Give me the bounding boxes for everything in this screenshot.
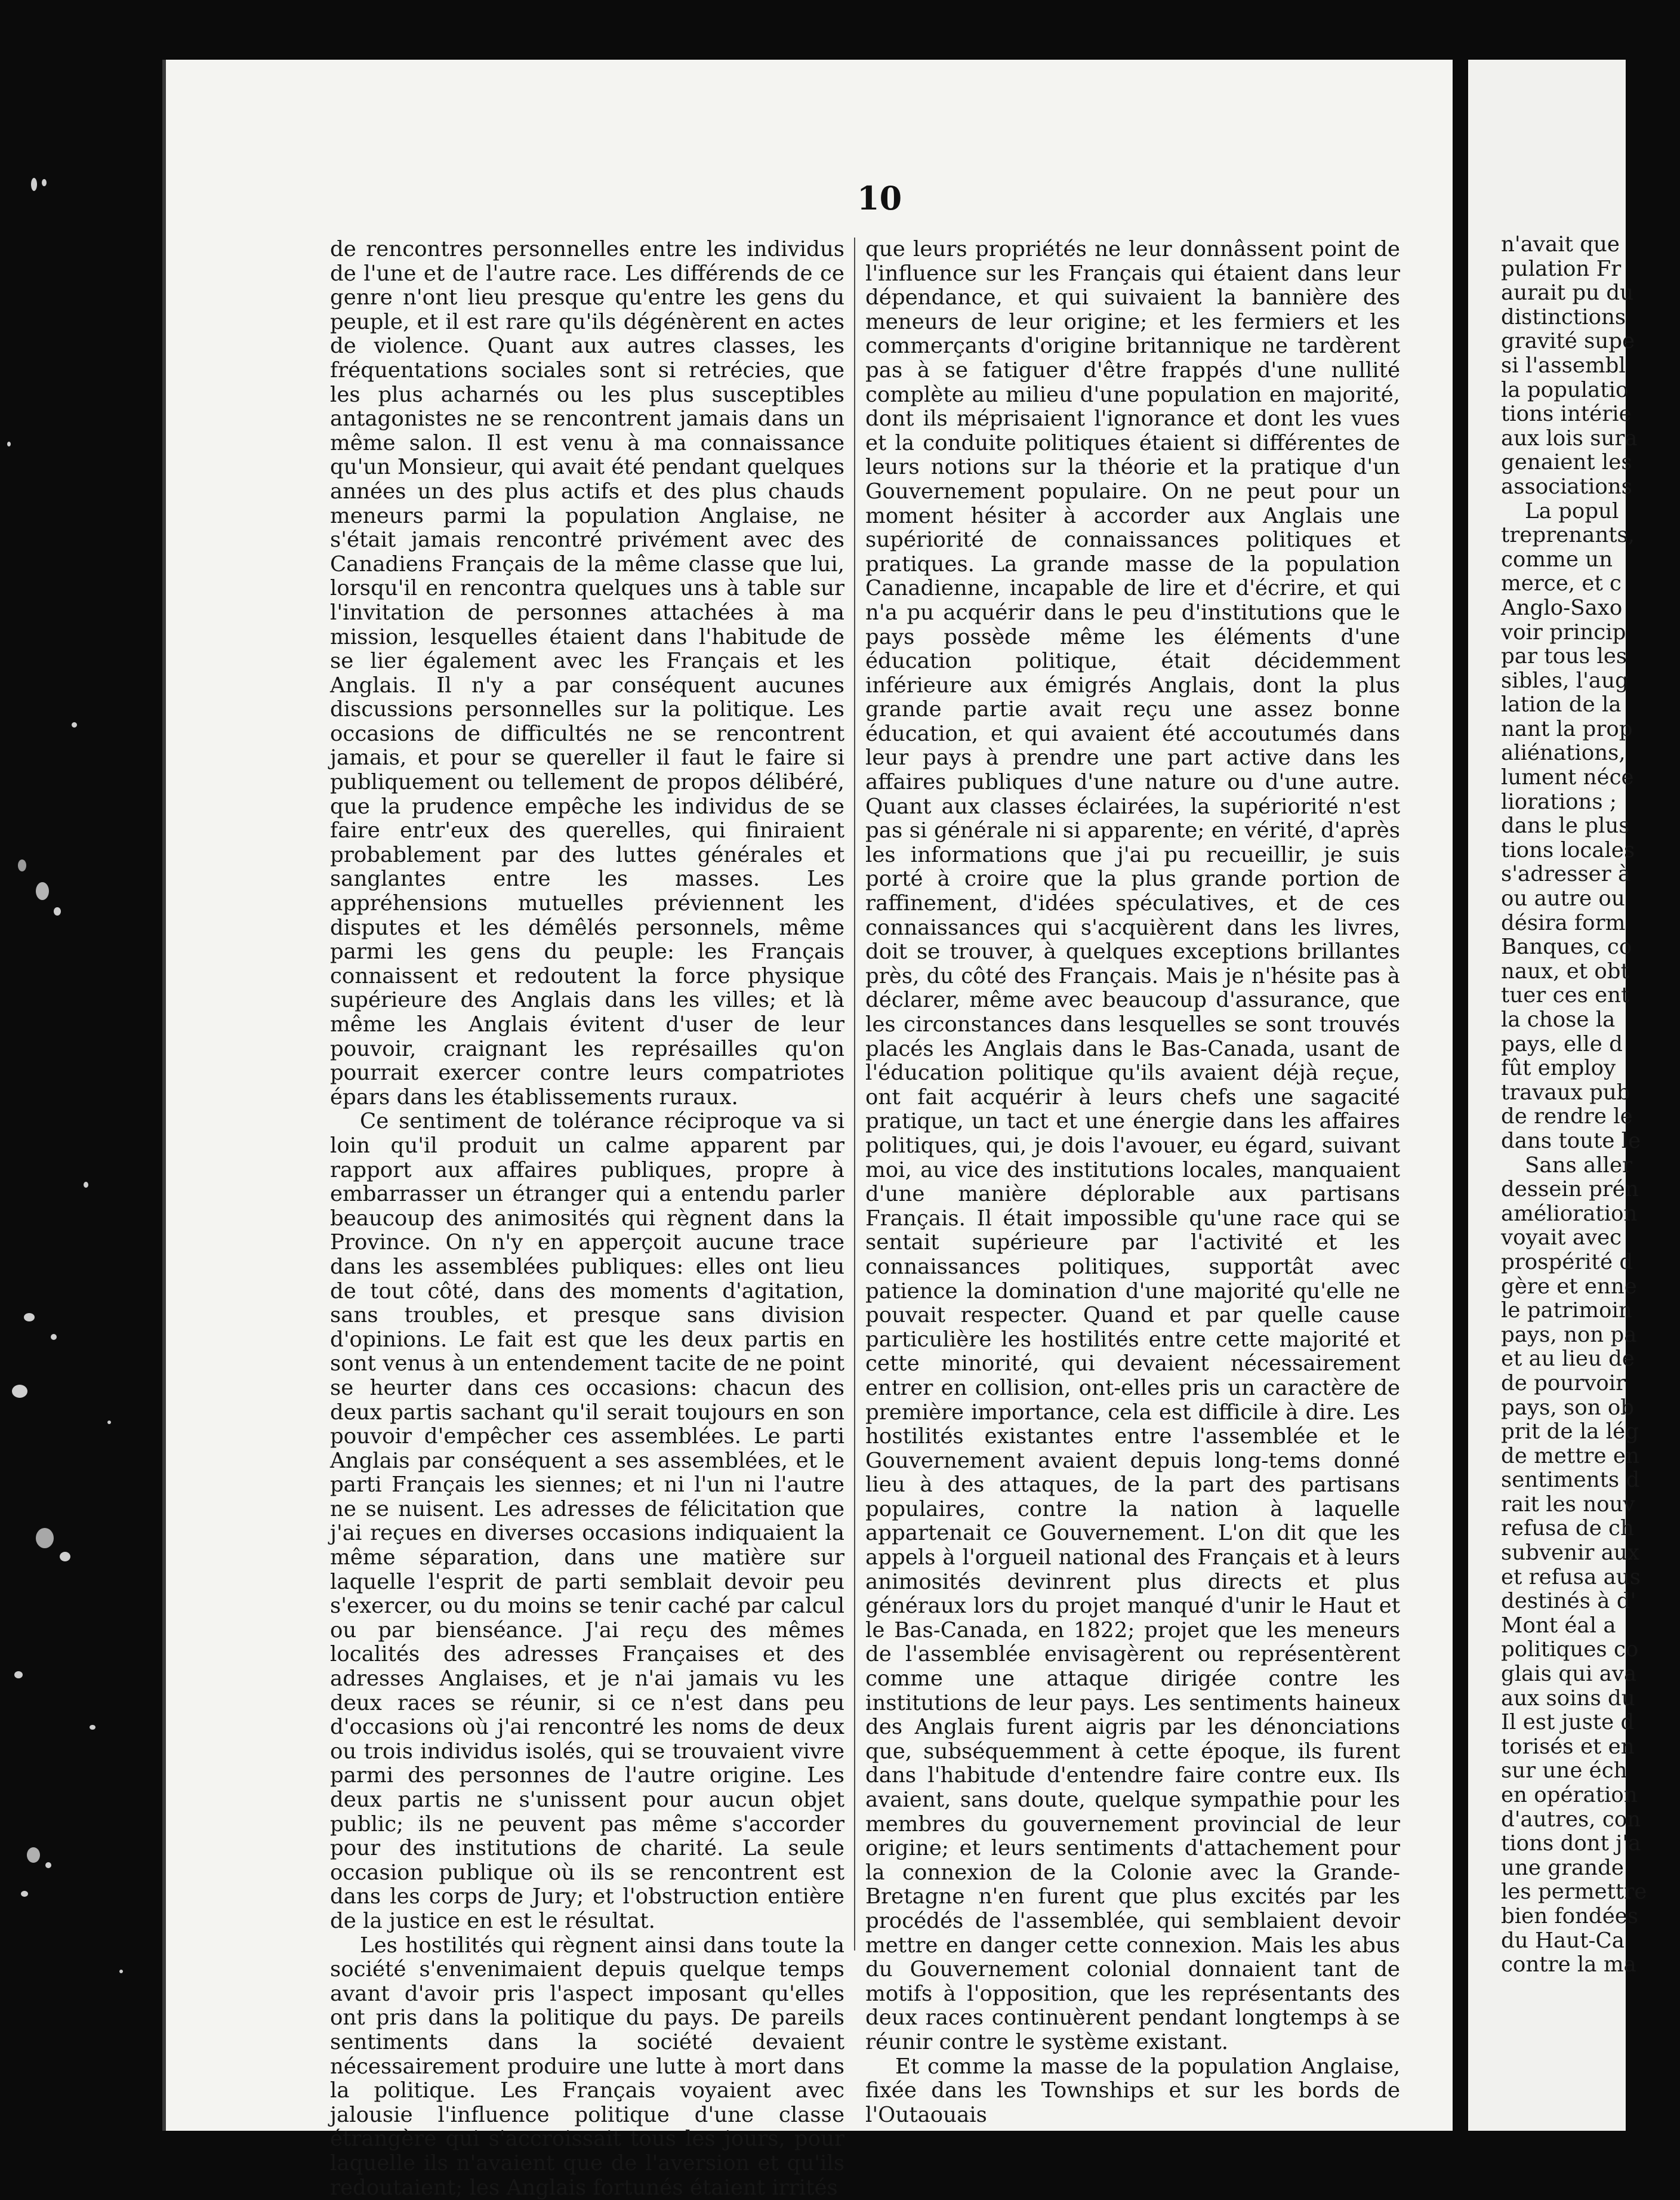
adjacent-page-line: contre la ma (1501, 1952, 1636, 1977)
adjacent-page-line: Anglo-Saxo (1501, 595, 1623, 620)
adjacent-page-line: le patrimoin (1501, 1298, 1632, 1323)
adjacent-page-line: aurait pu du (1501, 281, 1634, 306)
page-number: 10 (857, 179, 902, 217)
adjacent-page-line: la chose la (1501, 1007, 1616, 1032)
adjacent-page-line: sentiments d (1501, 1468, 1640, 1493)
adjacent-page-line: destinés à d' (1501, 1589, 1636, 1614)
adjacent-page-line: s'adresser à (1501, 862, 1631, 887)
adjacent-page-line: subvenir aux (1501, 1540, 1639, 1566)
adjacent-page-line: lation de la (1501, 692, 1622, 717)
adjacent-page-line: voir princip (1501, 620, 1626, 645)
adjacent-page-line: sur une éch (1501, 1758, 1627, 1783)
adjacent-page-line: du Haut-Ca (1501, 1928, 1624, 1953)
adjacent-page-line: tuer ces ent (1501, 983, 1630, 1008)
adjacent-page-line: politiques co (1501, 1637, 1639, 1662)
adjacent-page-line: Banques, co (1501, 935, 1632, 960)
adjacent-page-text (1501, 233, 1680, 1977)
adjacent-page-line: nant la prop (1501, 716, 1633, 741)
adjacent-page-line: amélioration (1501, 1201, 1638, 1226)
adjacent-page-line: prit de la lég (1501, 1419, 1639, 1444)
adjacent-page-line: pays, son ob (1501, 1395, 1635, 1420)
adjacent-page-line: dessein prén (1501, 1177, 1639, 1202)
adjacent-page-line: Sans aller (1525, 1153, 1633, 1178)
adjacent-page-line: d'autres, con (1501, 1807, 1641, 1832)
adjacent-page-line: dans le plus (1501, 814, 1630, 839)
adjacent-page-line: comme un (1501, 547, 1613, 572)
adjacent-page-line: aux soins du (1501, 1686, 1635, 1711)
adjacent-page-line: Il est juste d (1501, 1710, 1635, 1735)
adjacent-page-line: aux lois sura (1501, 426, 1638, 451)
paragraph: Les hostilités qui règnent ainsi dans toute la société s'envenimaient depuis quelque temps avant d'avoir pris l'aspect imposant qu'elles ont pris dans la politique du pays. De pareils sentiments dans la société devaient nécessairement produire une lutte à mort dans la politique. Les Français voyaient avec jalousie l'influence politique d'une classe étrangère qui s'accroissait tous les jours, pour laquelle ils n'avaient que de l'aversion et qu'ils redoutaient; les Anglais fortunés étaient irrités (330, 1933, 844, 2200)
paragraph: de rencontres personnelles entre les individus de l'une et de l'autre race. Les différends de ce genre n'ont lieu presque qu'entre les gens du peuple, et il est rare qu'ils dégénèrent en actes de violence. Quant aux autres classes, les fréquentations sociales sont si retrécies, que les plus acharnés ou les plus susceptibles antagonistes ne se rencontrent jamais dans un même salon. Il est venu à ma connaissance qu'un Monsieur, qui avait été pendant quelques années un des plus actifs et des plus chauds meneurs parmi la population Anglaise, ne s'était jamais rencontré privément avec des Canadiens Français de la même classe que lui, lorsqu'il en rencontra quelques uns à table sur l'invitation de personnes attachées à ma mission, lesquelles étaient dans l'habitude de se lier également avec les Français et les Anglais. Il n'y a par conséquent aucunes discussions personnelles sur la politique. Les occasions de difficultés ne se rencontrent jamais, et pour se quereller il faut le faire si publiquement ou tellement de propos délibéré, que la prudence empêche les individus de se faire entr'eux des querelles, qui finiraient probablement par des luttes générales et sanglantes entre les masses. Les appréhensions mutuelles préviennent les disputes et les démêlés personnels, même parmi les gens du peuple: les Français connaissent et redoutent la force physique supérieure des Anglais dans les villes; et là même les Anglais évitent d'user de leur pouvoir, craignant les représailles qu'on pourrait exercer contre leurs compatriotes épars dans les établissements ruraux. (330, 237, 844, 1110)
adjacent-page-line: si l'assembl (1501, 353, 1626, 378)
adjacent-page-line: les permettre (1501, 1879, 1647, 1905)
adjacent-page-line: pays, non pa (1501, 1322, 1637, 1347)
adjacent-page-line: sibles, l'aug (1501, 668, 1629, 693)
adjacent-page-line: n'avait que (1501, 232, 1620, 257)
adjacent-page-line: de mettre en (1501, 1443, 1639, 1468)
adjacent-page-line: Mont éal a (1501, 1613, 1616, 1638)
adjacent-page-line: La popul (1525, 498, 1619, 523)
adjacent-page-line: gravité supe (1501, 329, 1635, 354)
adjacent-page-line: ou autre ou (1501, 886, 1625, 911)
adjacent-page-line: la populatio (1501, 377, 1629, 402)
adjacent-page-line: torisés et en (1501, 1734, 1635, 1759)
column-divider (854, 238, 855, 1951)
adjacent-page-line: en opération (1501, 1783, 1638, 1807)
adjacent-page-line: et au lieu de (1501, 1347, 1635, 1372)
adjacent-page-line: glais qui ava (1501, 1662, 1637, 1687)
adjacent-page-line: aliénations, (1501, 741, 1626, 766)
adjacent-page-line: pulation Fr (1501, 256, 1622, 281)
middle-text-column (865, 238, 1400, 2127)
adjacent-page-line: travaux pub (1501, 1080, 1630, 1105)
adjacent-page-line: voyait avec (1501, 1225, 1622, 1250)
adjacent-page-line: gère et enne (1501, 1274, 1637, 1299)
adjacent-page-line: liorations ; (1501, 789, 1617, 814)
paragraph: Ce sentiment de tolérance réciproque va si loin qu'il produit un calme apparent par rapport aux affaires publiques, propre à embarrasser un étranger qui a entendu parler beaucoup des animosités qui règnent dans la Province. On n'y en apperçoit aucune trace dans les assemblées publiques: elles ont lieu de tout côté, dans des moments d'agitation, sans troubles, et presque sans division d'opinions. Le fait est que les deux partis en sont venus à un entendement tacite de ne point se heurter dans ces occasions: chacun des deux partis sachant qu'il serait toujours en son pouvoir d'empêcher ces assemblées. Le parti Anglais par conséquent a ses assemblées, et le parti Français les siennes; et ni l'un ni l'autre ne se nuisent. Les adresses de félicitation que j'ai reçues en diverses occasions indiquaient la même séparation, dans une matière sur laquelle l'esprit de parti semblait devoir peu s'exercer, ou du moins se tenir caché par calcul ou par bienséance. J'ai reçu des mêmes localités des adresses Françaises et des adresses Anglaises, et je n'ai jamais vu les deux races se réunir, si ce n'est dans peu d'occasions où j'ai rencontré les noms de deux ou trois individus isolés, qui se trouvaient vivre parmi des personnes de l'autre origine. Les deux partis ne s'unissent pour aucun objet public; ils ne peuvent pas même s'accorder pour des institutions de charité. La seule occasion publique où ils se rencontrent est dans les corps de Jury; et l'obstruction entière de la justice en est le résultat. (330, 1109, 844, 1933)
adjacent-page-line: tions dont j'a (1501, 1831, 1641, 1856)
adjacent-page-line: treprenants, (1501, 523, 1635, 548)
adjacent-page-line: tions intérie (1501, 402, 1632, 427)
adjacent-page-clip (1468, 0, 1647, 2182)
adjacent-page-line: refusa de ch (1501, 1516, 1634, 1541)
adjacent-page-line: une grande (1501, 1855, 1624, 1880)
adjacent-page-line: pays, elle d (1501, 1031, 1623, 1056)
adjacent-page-line: désira form (1501, 910, 1626, 935)
adjacent-page-line: fût employ (1501, 1056, 1616, 1081)
adjacent-page-line: lument néce (1501, 765, 1634, 790)
paragraph: Et comme la masse de la population Anglaise, fixée dans les Townships et sur les bords de l'Outaouais (865, 2054, 1400, 2127)
adjacent-page-line: et refusa aus (1501, 1564, 1641, 1589)
adjacent-page-line: distinctions (1501, 304, 1626, 329)
adjacent-page-line: par tous les (1501, 644, 1627, 669)
adjacent-page-line: de rendre le (1501, 1104, 1633, 1129)
adjacent-page-line: prospérité d (1501, 1249, 1633, 1274)
adjacent-page-line: genaient les (1501, 450, 1632, 475)
adjacent-page-line: dans toute le (1501, 1128, 1641, 1153)
adjacent-page-line: rait les nouv (1501, 1492, 1635, 1517)
adjacent-page-line: tions locales (1501, 837, 1635, 862)
adjacent-page-line: de pourvoir (1501, 1370, 1626, 1395)
adjacent-page-line: bien fondées (1501, 1903, 1639, 1928)
paragraph: que leurs propriétés ne leur donnâssent point de l'influence sur les Français qui étaient dans leur dépendance, et qui suivaient la bannière des meneurs de leur origine; et les fermiers et les commerçants d'origine britannique ne tardèrent pas à se fatiguer d'être frappés d'une nullité complète au milieu d'une population en majorité, dont ils méprisaient l'ignorance et dont les vues et la conduite politiques étaient si différentes de leurs notions sur la théorie et la pratique d'un Gouvernement populaire. On ne peut pour un moment hésiter à accorder aux Anglais une supériorité de connaissances politiques et pratiques. La grande masse de la population Canadienne, incapable de lire et d'écrire, et qui n'a pu acquérir dans le peu d'institutions que le pays possède même les éléments d'une éducation politique, était décidemment inférieure aux émigrés Anglais, dont la plus grande partie avait reçu une assez bonne éducation, et qui avaient été accoutumés dans leur pays à prendre une part active dans les affaires publiques d'une nature ou d'une autre. Quant aux classes éclairées, la supériorité n'est pas si générale ni si apparente; en vérité, d'après les informations que j'ai pu recueillir, je suis porté à croire que la plus grande portion de raffinement, d'idées spéculatives, et de ces connaissances qui s'acquièrent dans les livres, doit se trouver, à quelques exceptions brillantes près, du côté des Français. Mais je n'hésite pas à déclarer, même avec beaucoup d'assurance, que les circonstances dans lesquelles se sont trouvés placés les Anglais dans le Bas-Canada, usant de l'éducation politique qu'ils avaient déjà reçue, ont fait acquérir à leurs chefs une sagacité pratique, un tact et une énergie dans les affaires politiques, qui, je dois l'avouer, eu égard, suivant moi, au vice des institutions locales, manquaient d'une manière déplorable aux partisans Français. Il était impossible qu'une race qui se sentait supérieure par l'activité et les connaissances politiques, supportât avec patience la domination d'une majorité qu'elle ne pouvait respecter. Quand et par quelle cause particulière les hostilités entre cette majorité et cette minorité, qui devaient nécessairement entrer en collision, ont-elles pris un caractère de première importance, cela est difficile à dire. Les hostilités existantes entre l'assemblée et le Gouvernement avaient depuis long-tems donné lieu à des attaques, de la part des partisans populaires, contre la nation à laquelle appartenait ce Gouvernement. L'on dit que les appels à l'orgueil national des Français et à leurs animosités devinrent plus directs et plus généraux lors du projet manqué d'unir le Haut et le Bas-Canada, en 1822; projet que les meneurs de l'assemblée envisagèrent ou représentèrent comme une attaque dirigée contre les institutions de leur pays. Les sentiments haineux des Anglais furent aigris par les dénonciations que, subséquemment à cette époque, ils furent dans l'habitude d'entendre faire contre eux. Ils avaient, sans doute, quelque sympathie pour les membres du gouvernement provincial de leur origine; et leurs sentiments d'attachement pour la connexion de la Colonie avec la Grande-Bretagne n'en furent que plus excités par les procédés de l'assemblée, qui semblaient devoir mettre en danger cette connexion. Mais les abus du Gouvernement colonial donnaient tant de motifs à l'opposition, que les représentants des deux races continuèrent pendant longtemps à se réunir contre le système existant. (865, 237, 1400, 2054)
adjacent-page-line: merce, et c (1501, 571, 1622, 596)
adjacent-page-line: associations (1501, 474, 1632, 499)
left-text-column (330, 238, 844, 2200)
adjacent-page-line: naux, et obt (1501, 959, 1629, 984)
